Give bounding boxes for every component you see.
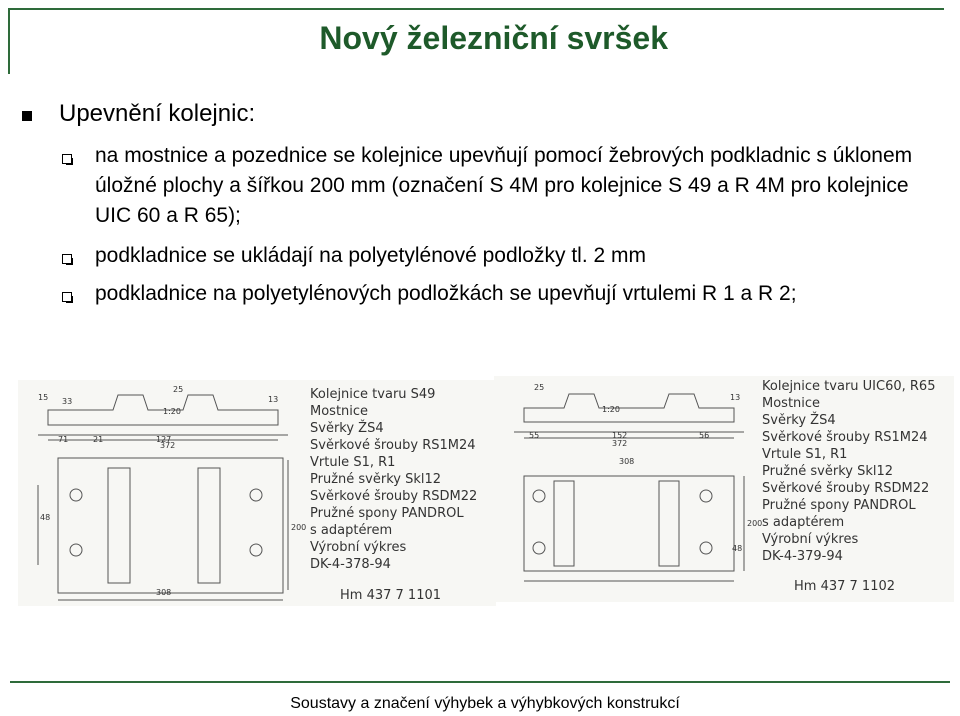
dim-48: 48 <box>732 544 743 553</box>
drawing-text-line: DK-4-378-94 <box>310 557 391 572</box>
dim-308: 308 <box>156 588 172 597</box>
slide-title: Nový železniční svršek <box>319 20 668 56</box>
dim-71: 71 <box>58 435 69 444</box>
list-item: podkladnice se ukládají na polyetylénové podložky tl. 2 mm <box>95 244 646 267</box>
drawing-text-line: DK-4-379-94 <box>762 549 843 564</box>
dim-55: 55 <box>529 431 540 440</box>
tie-plate-drawing-uic60 <box>494 376 954 602</box>
drawing-number: Hm 437 7 1102 <box>794 579 896 594</box>
drawing-text-line: Mostnice <box>310 404 369 419</box>
drawing-text-line: Vrtule S1, R1 <box>310 455 396 470</box>
checkbox-bullet-icon <box>62 154 72 164</box>
top-frame-line <box>8 8 944 10</box>
dim-127: 127 <box>156 435 172 444</box>
drawing-text-line: Pružné spony PANDROL <box>762 498 916 513</box>
dim-21: 21 <box>93 435 104 444</box>
drawing-text-line: Svěrkové šrouby RSDM22 <box>762 481 930 496</box>
dim-48: 48 <box>40 513 51 522</box>
slide-footer: Soustavy a značení výhybek a výhybkových konstrukcí <box>290 695 680 712</box>
dim-13: 13 <box>730 393 741 402</box>
dim-33: 33 <box>62 397 73 406</box>
section-heading: Upevnění kolejnic: <box>59 100 256 127</box>
drawing-text-line: Svěrkové šrouby RSDM22 <box>310 489 478 504</box>
dim-incline: 1:20 <box>163 407 181 416</box>
drawing-text-line: Pružné spony PANDROL <box>310 506 464 521</box>
drawing-text-line: Výrobní výkres <box>762 532 859 547</box>
drawing-text-line: Svěrkové šrouby RS1M24 <box>310 438 476 453</box>
dim-incline: 1:20 <box>602 405 620 414</box>
checkbox-bullet-icon <box>62 292 72 302</box>
dim-25: 25 <box>534 383 545 392</box>
dim-200: 200 <box>747 519 763 528</box>
list-item: podkladnice na polyetylénových podložkách se upevňují vrtulemi R 1 a R 2; <box>95 282 797 305</box>
drawing-text-line: Svěrky ŽS4 <box>762 413 836 428</box>
drawing-text-line: s adaptérem <box>762 515 845 530</box>
dim-372: 372 <box>612 439 628 448</box>
drawing-text-line: Vrtule S1, R1 <box>762 447 848 462</box>
drawing-text-line: Kolejnice tvaru UIC60, R65 <box>762 379 936 394</box>
list-item: na mostnice a pozednice se kolejnice upevňují pomocí žebrových podkladnic s úklonem úložné plochy a šířkou 200 mm (označení S 4M pro kolejnice S 49 a R 4M pro kolejnice UIC 60 a R 65); <box>95 144 913 227</box>
dim-25: 25 <box>173 385 184 394</box>
dim-372: 372 <box>160 441 176 450</box>
footer-divider <box>10 681 950 683</box>
drawing-text-line: Svěrkové šrouby RS1M24 <box>762 430 928 445</box>
dim-152: 152 <box>612 431 628 440</box>
dim-200: 200 <box>291 523 307 532</box>
drawing-text-line: Mostnice <box>762 396 821 411</box>
drawing-text-line: Pružné svěrky Skl12 <box>310 472 442 487</box>
dim-56: 56 <box>699 431 710 440</box>
dim-15: 15 <box>38 393 49 402</box>
checkbox-bullet-icon <box>62 254 72 264</box>
bullet-square-icon <box>22 111 32 121</box>
dim-13: 13 <box>268 395 279 404</box>
tie-plate-drawing-s49 <box>18 380 496 606</box>
drawing-text-line: Kolejnice tvaru S49 <box>310 387 436 402</box>
drawing-text-line: Pružné svěrky Skl12 <box>762 464 894 479</box>
dim-308: 308 <box>619 457 635 466</box>
drawing-text-line: Svěrky ŽS4 <box>310 421 384 436</box>
drawing-text-line: s adaptérem <box>310 523 393 538</box>
drawing-number: Hm 437 7 1101 <box>340 588 442 603</box>
drawing-text-line: Výrobní výkres <box>310 540 407 555</box>
